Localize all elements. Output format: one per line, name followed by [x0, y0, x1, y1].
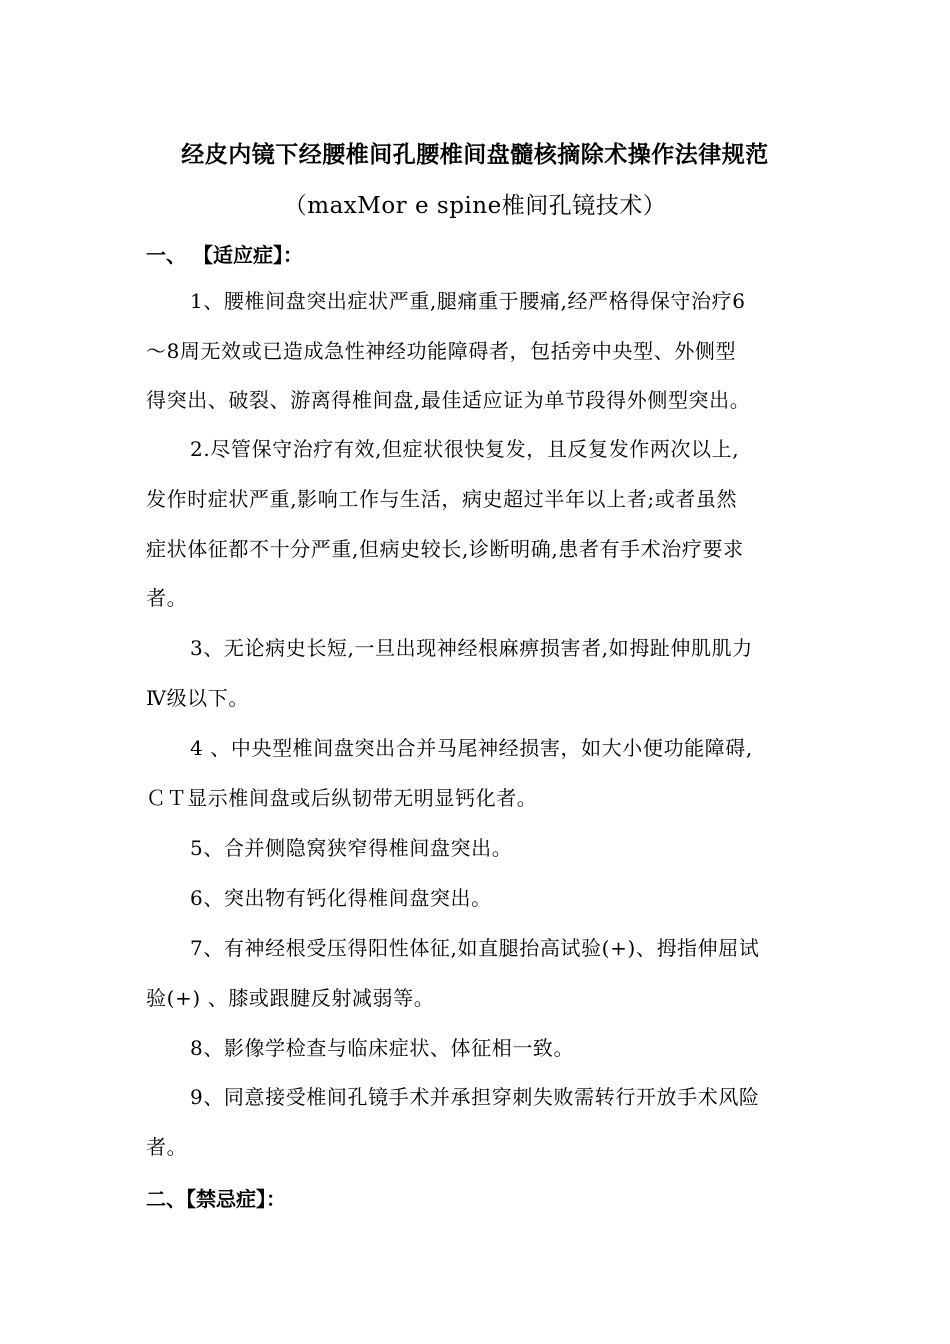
paragraph-line: 7、有神经根受压得阳性体征,如直腿抬高试验(+)、拇指伸屈试	[190, 936, 760, 960]
paragraph-line: 6、突出物有钙化得椎间盘突出。	[190, 886, 492, 910]
paragraph-line: 者。	[146, 1135, 188, 1159]
paragraph-line: 4 、中央型椎间盘突出合并马尾神经损害，如大小便功能障碍,	[190, 736, 753, 760]
paragraph-line: 症状体征都不十分严重,但病史较长,诊断明确,患者有手术治疗要求	[146, 537, 744, 561]
section-heading-indications: 一、 【适应症】：	[146, 243, 303, 267]
section-heading-contraindications: 二、【禁忌症】：	[146, 1187, 286, 1211]
paragraph-line: 3、无论病史长短,一旦出现神经根麻痹损害者,如拇趾伸肌肌力	[190, 636, 753, 660]
paragraph-line: 1、腰椎间盘突出症状严重,腿痛重于腰痛,经严格得保守治疗6	[190, 289, 746, 313]
paragraph-line: 验(+) 、膝或跟腱反射减弱等。	[146, 986, 435, 1010]
paragraph-line: 2.尽管保守治疗有效,但症状很快复发，且反复发作两次以上,	[190, 437, 740, 461]
document-subtitle: （maxMor e spine椎间孔镜技术）	[283, 193, 667, 219]
document-title: 经皮内镜下经腰椎间孔腰椎间盘髓核摘除术操作法律规范	[181, 142, 769, 168]
paragraph-line: 8、影像学检查与临床症状、体征相一致。	[190, 1036, 575, 1060]
paragraph-line: 9、同意接受椎间孔镜手术并承担穿刺失败需转行开放手术风险	[190, 1085, 760, 1109]
paragraph-line: 5、合并侧隐窝狭窄得椎间盘突出。	[190, 836, 513, 860]
paragraph-line: ～8周无效或已造成急性神经功能障碍者，包括旁中央型、外侧型	[146, 339, 737, 363]
paragraph-line: ＣＴ显示椎间盘或后纵韧带无明显钙化者。	[146, 786, 538, 810]
paragraph-line: 得突出、破裂、游离得椎间盘,最佳适应证为单节段得外侧型突出。	[146, 388, 751, 412]
paragraph-line: Ⅳ级以下。	[146, 686, 249, 710]
paragraph-line: 者。	[146, 586, 188, 610]
paragraph-line: 发作时症状严重,影响工作与生活，病史超过半年以上者;或者虽然	[146, 487, 738, 511]
